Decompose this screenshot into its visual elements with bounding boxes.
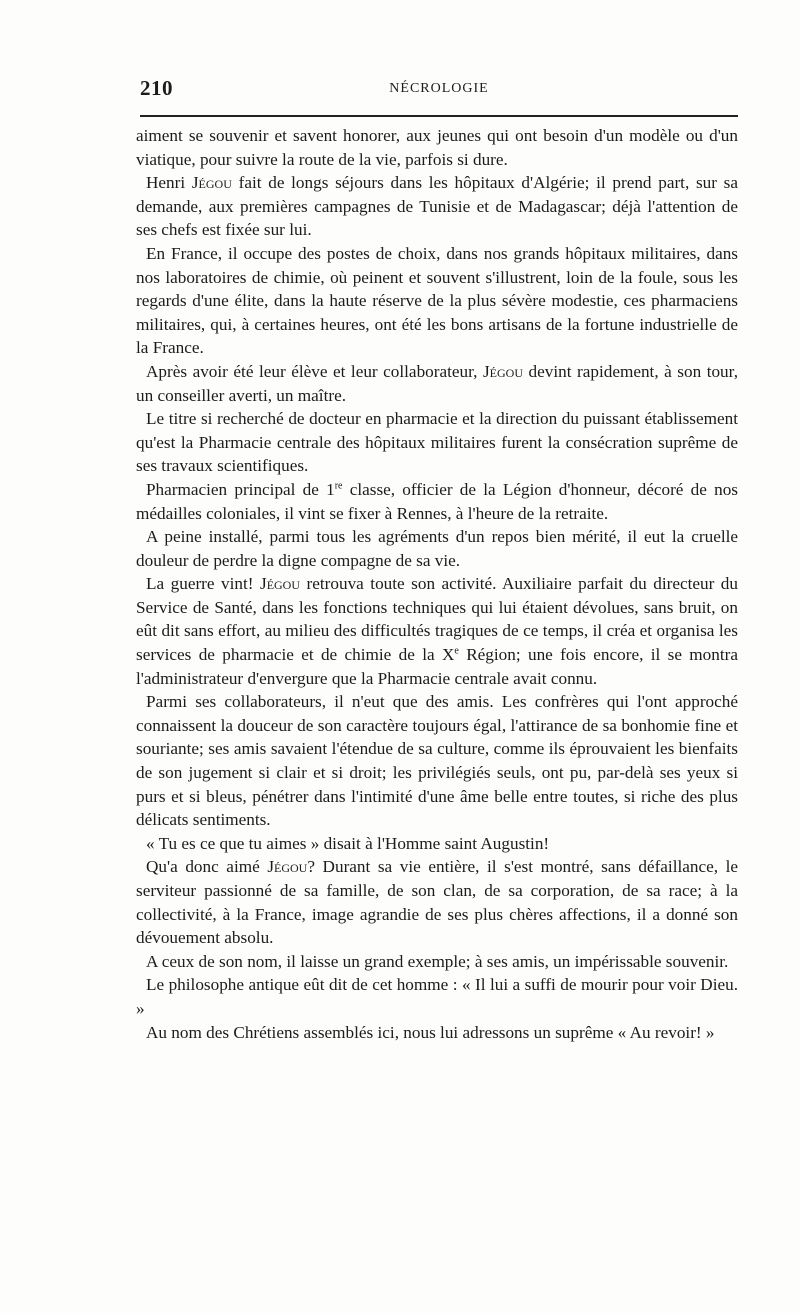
text-segment: Henri <box>146 173 192 193</box>
name-small-caps: Jégou <box>191 173 232 193</box>
text-segment: En France, il occupe des postes de choix, dans nos grands hôpitaux militaires, dans nos laboratoires de chimie, où peinent et souvent s'illustrent, loin de la foule, sous les regards d'une élite, dans la haute réserve de la plus sévère modestie, ces pharmaciens militaires, qui, à certaines heures, ont été les bons artisans de la fortune industrielle de la France. <box>136 243 738 358</box>
paragraph <box>136 242 738 360</box>
superscript: re <box>334 480 343 492</box>
text-segment: « Tu es ce que tu aimes » disait à l'Homme saint Augustin! <box>146 833 550 853</box>
text-segment: Après avoir été leur élève et leur collaborateur, <box>146 361 483 381</box>
paragraph <box>136 407 738 478</box>
name-small-caps: Jégou <box>260 574 301 594</box>
paragraph <box>136 950 738 974</box>
superscript: e <box>454 645 459 657</box>
page-header <box>140 76 738 106</box>
text-segment: aiment se souvenir et savent honorer, aux jeunes qui ont besoin d'un modèle ou d'un viatique, pour suivre la route de la vie, parfois si dure. <box>136 126 738 169</box>
name-small-caps: Jégou <box>267 857 308 877</box>
text-segment: retrouva toute son activité. Auxiliaire parfait du directeur du Service de Santé, dans les fonctions techniques qui lui étaient dévolues, sans bruit, on eût dit sans effort, au milieu des difficultés tragiques de ce temps, il créa et organisa les services de pharmacie et de chimie de la X <box>136 574 738 665</box>
text-segment: A peine installé, parmi tous les agréments d'un repos bien mérité, il eut la cruelle douleur de perdre la digne compagne de sa vie. <box>136 527 738 570</box>
text-segment: La guerre vint! <box>146 574 260 594</box>
text-segment: A ceux de son nom, il laisse un grand exemple; à ses amis, un impérissable souvenir. <box>146 951 729 971</box>
running-head: NÉCROLOGIE <box>389 81 489 96</box>
text-segment: Qu'a donc aimé <box>146 857 268 877</box>
text-segment: devint rapidement, à son tour, un conseiller averti, un maître. <box>136 361 738 405</box>
page-number: 210 <box>140 76 173 100</box>
text-segment: Région; une fois encore, il se montra l'administrateur d'envergure que la Pharmacie centrale avait connu. <box>136 645 738 688</box>
text-segment: ? Durant sa vie entière, il s'est montré, sans défaillance, le serviteur passionné de sa famille, de son clan, de sa corporation, de sa race; à la collectivité, à la France, image agrandie de ses plus chères affections, il a donné son dévouement absolu. <box>136 857 739 948</box>
paragraph <box>136 171 738 242</box>
paragraph <box>136 360 738 407</box>
text-segment: Au nom des Chrétiens assemblés ici, nous lui adressons un suprême « Au revoir! » <box>146 1022 715 1042</box>
paragraph <box>136 832 738 856</box>
header-rule <box>140 115 738 117</box>
paragraph <box>136 690 738 832</box>
text-segment: fait de longs séjours dans les hôpitaux d'Algérie; il prend part, sur sa demande, aux premières campagnes de Tunisie et de Madagascar; déjà l'attention de ses chefs est fixée sur lui. <box>136 173 738 240</box>
paragraph <box>136 1021 738 1045</box>
text-segment: Le philosophe antique eût dit de cet homme : « Il lui a suffi de mourir pour voir Dieu. » <box>136 975 738 1018</box>
paragraph <box>136 478 738 525</box>
text-segment: Pharmacien principal de 1 <box>146 479 335 499</box>
paragraph <box>136 572 738 690</box>
name-small-caps: Jégou <box>482 361 523 381</box>
paragraph <box>136 124 738 171</box>
body-text <box>136 124 738 1044</box>
text-segment: Le titre si recherché de docteur en pharmacie et la direction du puissant établissement qu'est la Pharmacie centrale des hôpitaux militaires furent la consécration suprême de ses travaux scientifiques. <box>136 409 738 476</box>
text-segment: classe, officier de la Légion d'honneur, décoré de nos médailles coloniales, il vint se fixer à Rennes, à l'heure de la retraite. <box>136 479 738 523</box>
paragraph <box>136 855 738 949</box>
paragraph <box>136 525 738 572</box>
paragraph <box>136 973 738 1020</box>
text-segment: Parmi ses collaborateurs, il n'eut que des amis. Les confrères qui l'ont approché connaissent la douceur de son caractère toujours égal, l'attirance de sa bonhomie fine et souriante; ses amis savaient l'étendue de sa culture, comme ils éprouvaient les bienfaits de son jugement si clair et si droit; les privilégiés seuls, ont pu, par-delà ses yeux si purs et si bleus, pénétrer dans l'intimité d'une âme belle entre toutes, si riche des plus délicats sentiments. <box>136 692 738 830</box>
